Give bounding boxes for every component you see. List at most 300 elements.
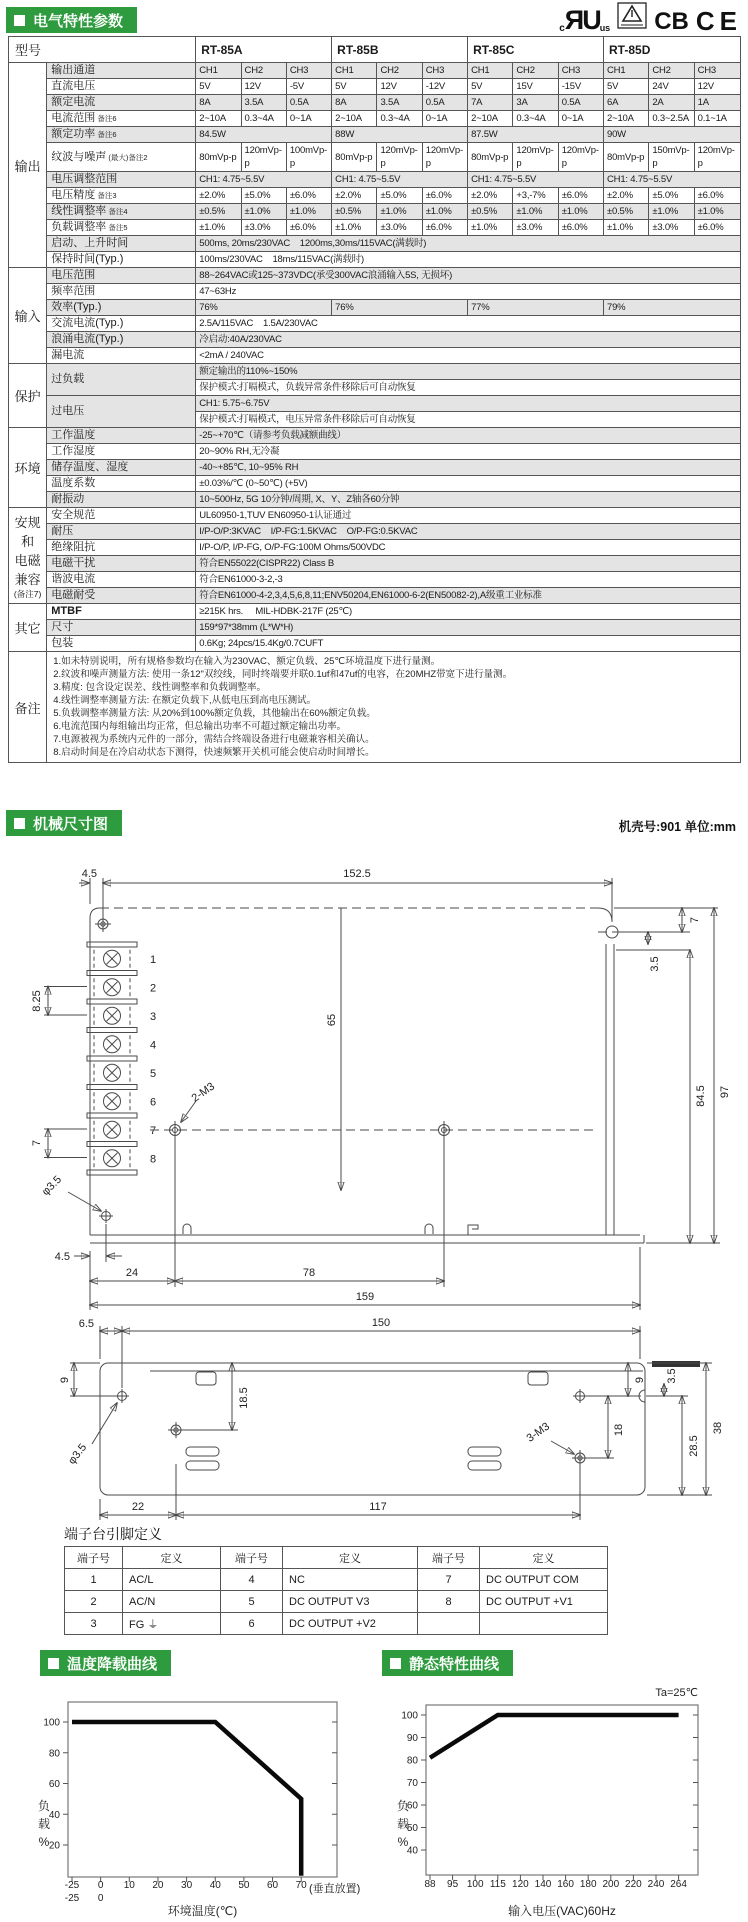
pin-definition: AC/L <box>123 1569 221 1591</box>
banner-square-icon <box>14 15 25 26</box>
x-tick-label: 264 <box>670 1879 687 1890</box>
spec-row <box>9 588 741 604</box>
spec-value: 159*97*38mm (L*W*H) <box>196 620 741 636</box>
spec-row <box>9 188 741 204</box>
pins-header-row <box>65 1547 608 1569</box>
section-banner-electrical <box>6 7 137 33</box>
x-tick-label: 115 <box>489 1879 506 1890</box>
y-tick-label: 100 <box>401 1710 418 1722</box>
spec-value: 0~1A <box>558 111 603 127</box>
model-name: RT-85A <box>196 37 332 63</box>
spec-value: CH2 <box>513 63 558 79</box>
spec-value: -25~+70℃（请参考负载减额曲线） <box>196 428 741 444</box>
top-view-drawing <box>31 868 731 1310</box>
spec-section-label <box>9 604 47 652</box>
certification-marks <box>559 2 742 34</box>
spec-value: CH1: 4.75~5.5V <box>468 172 604 188</box>
spec-value: CH2 <box>241 63 286 79</box>
section-title: 电气特性参数 <box>33 12 124 30</box>
pins-table-title: 端子台引脚定义 <box>64 1526 162 1542</box>
spec-value: ±1.0% <box>694 204 740 220</box>
x-tick-label: 120 <box>512 1879 529 1890</box>
spec-value: 120mVp-p <box>694 143 740 172</box>
spec-value: 5V <box>468 79 513 95</box>
row-label-text: 电压范围 <box>51 269 96 281</box>
spec-value: ±2.0% <box>604 188 649 204</box>
row-label-text: 输出通道 <box>51 64 96 76</box>
spec-value: 0.6Kg; 24pcs/15.4Kg/0.7CUFT <box>196 636 741 652</box>
spec-row <box>9 252 741 268</box>
banner-square-icon <box>48 1658 59 1669</box>
note-line: 5.负载调整率测量方法: 从20%到100%额定负载，其他输出在60%额定负载。 <box>53 708 376 719</box>
row-label-text: 负载调整率 <box>51 221 107 233</box>
spec-value: 符合EN55022(CISPR22) Class B <box>196 556 741 572</box>
x-tick-label: 140 <box>534 1879 552 1890</box>
spec-row-label <box>47 79 196 95</box>
spec-row <box>9 460 741 476</box>
cULus-mark <box>559 7 610 34</box>
spec-value: ±6.0% <box>558 220 603 236</box>
spec-value: 80mVp-p <box>468 143 513 172</box>
row-label-text: 纹波与噪声 <box>51 150 107 163</box>
spec-value: CH3 <box>558 63 603 79</box>
plot-area <box>426 1705 698 1875</box>
spec-row <box>9 428 741 444</box>
spec-value: ±1.0% <box>196 220 241 236</box>
spec-value: 2~10A <box>196 111 241 127</box>
section-title: 静态特性曲线 <box>409 1655 500 1673</box>
x-tick-label: 95 <box>447 1879 459 1890</box>
spec-value: +3,-7% <box>513 188 558 204</box>
spec-row-label <box>47 492 196 508</box>
row-label-note: 备注6 <box>95 130 117 139</box>
spec-value: 87.5W <box>468 127 604 143</box>
chart-annotation: (垂直放置) <box>309 1883 361 1895</box>
spec-value: ±0.5% <box>332 204 377 220</box>
spec-row <box>9 143 741 172</box>
spec-value: 0~1A <box>286 111 331 127</box>
spec-value: ±3.0% <box>513 220 558 236</box>
x-tick-label: 10 <box>123 1880 135 1891</box>
terminal-separator <box>87 971 137 976</box>
spec-value: ±6.0% <box>694 220 740 236</box>
spec-value: CH3 <box>694 63 740 79</box>
dim-label: 3-M3 <box>524 1420 552 1445</box>
spec-row-label <box>47 348 196 364</box>
spec-value: 80mVp-p <box>332 143 377 172</box>
spec-value: 0~1A <box>422 111 467 127</box>
note-line: 7.电源被视为系统内元件的一部分，需结合终端设备进行电磁兼容相关确认。 <box>53 734 375 745</box>
spec-value: ±3.0% <box>377 220 422 236</box>
spec-value: 150mVp-p <box>649 143 694 172</box>
chart-annotation: Ta=25℃ <box>655 1687 698 1699</box>
row-label-text: 额定功率 <box>51 128 96 140</box>
section-label-line: 输入 <box>14 309 41 324</box>
y-axis-label: % <box>38 1835 50 1849</box>
row-label-text: 电流范围 <box>51 112 96 124</box>
row-label-note: 备注5 <box>106 223 128 232</box>
spec-value: CH1 <box>332 63 377 79</box>
spec-row-label <box>47 444 196 460</box>
spec-value: CH3 <box>422 63 467 79</box>
pin-number: 2 <box>65 1591 123 1613</box>
spec-value: 7A <box>468 95 513 111</box>
spec-row-label <box>47 540 196 556</box>
dim-label: 65 <box>326 1013 338 1027</box>
spec-value: ±6.0% <box>422 220 467 236</box>
spec-row <box>9 620 741 636</box>
model-name: RT-85C <box>468 37 604 63</box>
spec-value: 80mVp-p <box>604 143 649 172</box>
section-label-line: 输出 <box>14 158 41 174</box>
spec-value: 120mVp-p <box>377 143 422 172</box>
x-tick-label-dup: 0 <box>97 1893 104 1904</box>
spec-value: ±1.0% <box>649 204 694 220</box>
row-label-note: 备注6 <box>95 114 117 123</box>
spec-value: 12V <box>694 79 740 95</box>
note-line: 2.纹波和噪声测量方法: 使用一条12"双绞线，同时终端要并联0.1uf和47uf的电容，在20MHZ带宽下进行量测。 <box>53 669 513 680</box>
spec-row-label <box>47 460 196 476</box>
row-label-note: 备注4 <box>106 207 128 216</box>
terminal-number: 6 <box>150 1096 157 1109</box>
spec-table-body <box>9 63 741 763</box>
spec-value: 100ms/230VAC 18ms/115VAC(满载时) <box>196 252 741 268</box>
spec-value: 10~500Hz, 5G 10分钟/周期, X、Y、Z轴各60分钟 <box>196 492 741 508</box>
spec-value: ±2.0% <box>196 188 241 204</box>
y-axis-label: 载 <box>396 1817 410 1831</box>
y-tick-label: 40 <box>48 1809 60 1821</box>
spec-value: 1A <box>694 95 740 111</box>
row-label-text: 额定电流 <box>51 96 96 108</box>
spec-row-label <box>47 127 196 143</box>
dim-label: 3.5 <box>666 1368 678 1384</box>
model-name: RT-85B <box>332 37 468 63</box>
x-tick-label: 60 <box>266 1880 279 1891</box>
spec-value: 90W <box>604 127 741 143</box>
spec-value: 2.5A/115VAC 1.5A/230VAC <box>196 316 741 332</box>
pin-number: 8 <box>418 1591 480 1613</box>
note-line: 4.线性调整率测量方法: 在额定负载下,从低电压到高电压测试。 <box>53 695 317 706</box>
pin-definition: DC OUTPUT V3 <box>283 1591 418 1613</box>
spec-value: 20~90% RH,无冷凝 <box>196 444 741 460</box>
spec-value: ±6.0% <box>286 220 331 236</box>
dim-label: 18 <box>613 1423 625 1437</box>
dim-label: 6.5 <box>78 1318 94 1330</box>
terminal-number: 8 <box>150 1153 157 1166</box>
pin-number <box>418 1613 480 1635</box>
x-tick-label-dup: -25 <box>64 1893 80 1904</box>
spec-value: 76% <box>196 300 332 316</box>
spec-row-label <box>47 252 196 268</box>
y-tick-label: 20 <box>48 1840 60 1852</box>
dim-label: 4.5 <box>81 868 97 880</box>
spec-row-label <box>47 300 196 316</box>
spec-row <box>9 268 741 284</box>
spec-value: 80mVp-p <box>196 143 241 172</box>
spec-value: ±1.0% <box>558 204 603 220</box>
spec-value: ±6.0% <box>422 188 467 204</box>
spec-value: ±1.0% <box>604 220 649 236</box>
terminal-separator <box>87 1170 137 1175</box>
x-tick-label: 220 <box>625 1879 642 1890</box>
pins-header-cell: 端子号 <box>65 1547 123 1569</box>
spec-row-label <box>47 428 196 444</box>
spec-value: 0.3~4A <box>241 111 286 127</box>
spec-row-label <box>47 332 196 348</box>
x-tick-label: 100 <box>466 1879 484 1890</box>
spec-value: CH1 <box>468 63 513 79</box>
y-axis-label: 负 <box>396 1799 410 1813</box>
row-label-text: 工作湿度 <box>51 445 96 457</box>
spec-table <box>8 36 741 763</box>
pins-header-cell: 定义 <box>283 1547 418 1569</box>
dim-label: 150 <box>371 1317 391 1329</box>
note-line: 3.精度: 包含设定误差、线性调整率和负载调整率。 <box>53 682 266 693</box>
row-label-text: 电压精度 <box>51 189 96 201</box>
banner-square-icon <box>14 818 25 829</box>
pins-header-cell: 定义 <box>480 1547 608 1569</box>
spec-row <box>9 111 741 127</box>
spec-value: ±3.0% <box>649 220 694 236</box>
spec-row <box>9 492 741 508</box>
section-label-line: 备注 <box>14 700 41 716</box>
spec-row <box>9 172 741 188</box>
spec-value: CH1: 4.75~5.5V <box>196 172 332 188</box>
terminal-separator <box>87 999 137 1004</box>
pin-definition: DC OUTPUT +V2 <box>283 1613 418 1635</box>
pin-number: 5 <box>221 1591 283 1613</box>
ul-suffix: us <box>599 23 611 33</box>
spec-value: 120mVp-p <box>241 143 286 172</box>
x-tick-label: 160 <box>557 1879 574 1890</box>
spec-value: 77% <box>468 300 604 316</box>
spec-row-label <box>47 476 196 492</box>
spec-value: ±1.0% <box>332 220 377 236</box>
spec-row-label <box>47 556 196 572</box>
spec-row-label <box>47 284 196 300</box>
spec-value: ±2.0% <box>332 188 377 204</box>
dim-label: 9 <box>59 1376 71 1384</box>
spec-notes-cell <box>47 652 741 763</box>
pin-definition: NC <box>283 1569 418 1591</box>
spec-row-label <box>47 588 196 604</box>
spec-value: 符合EN61000-4-2,3,4,5,6,8,11;ENV50204,EN61000-6-2(EN50082-2),A级重工业标准 <box>196 588 741 604</box>
spec-row <box>9 63 741 79</box>
spec-row-label <box>47 63 196 79</box>
spec-value: 额定输出的110%~150% <box>196 364 741 380</box>
row-label-text: 漏电流 <box>51 349 85 361</box>
spec-section-label <box>9 508 47 604</box>
spec-value: 0.1~1A <box>694 111 740 127</box>
pins-header-cell: 端子号 <box>221 1547 283 1569</box>
section-label-line: 安规 <box>14 514 41 530</box>
row-label-text: 电压调整范围 <box>51 173 118 185</box>
spec-value: 保护模式:打嗝模式，电压异常条件移除后可自动恢复 <box>196 412 741 428</box>
dim-label: 117 <box>369 1501 387 1513</box>
spec-row <box>9 95 741 111</box>
row-label-text: 绝缘阻抗 <box>51 541 96 553</box>
pins-header-cell: 定义 <box>123 1547 221 1569</box>
spec-value: ±1.0% <box>422 204 467 220</box>
spec-row-label <box>47 636 196 652</box>
x-tick-label: -25 <box>64 1880 80 1891</box>
x-tick-label: 20 <box>152 1880 164 1891</box>
row-label-text: 温度系数 <box>51 477 96 489</box>
cb-mark: CB <box>654 8 689 35</box>
spec-row-label <box>47 604 196 620</box>
ul-core: ЯU <box>564 5 600 35</box>
x-tick-label: 30 <box>181 1880 193 1891</box>
dim-label: 8.25 <box>31 990 43 1012</box>
row-label-text: 保持时间(Typ.) <box>51 253 124 265</box>
terminal-strip <box>87 942 156 1175</box>
spec-value: 5V <box>604 79 649 95</box>
section-banner-derating <box>40 1650 171 1676</box>
pin-definition: AC/N <box>123 1591 221 1613</box>
row-label-text: MTBF <box>51 605 82 617</box>
row-label-text: 交流电流(Typ.) <box>51 317 124 329</box>
y-tick-label: 80 <box>406 1755 418 1767</box>
spec-value: ±1.0% <box>241 204 286 220</box>
pin-number: 3 <box>65 1613 123 1635</box>
spec-row <box>9 316 741 332</box>
spec-value: 0.5A <box>558 95 603 111</box>
row-label-text: 耐振动 <box>51 493 85 505</box>
spec-row <box>9 127 741 143</box>
row-label-note: 备注3 <box>95 191 117 200</box>
spec-value: 100mVp-p <box>286 143 331 172</box>
terminal-separator <box>87 1113 137 1118</box>
dim-label: 78 <box>302 1267 316 1279</box>
spec-value: 8A <box>196 95 241 111</box>
spec-row <box>9 476 741 492</box>
section-label-line: 环境 <box>14 461 41 476</box>
spec-value: 500ms, 20ms/230VAC 1200ms,30ms/115VAC(满载时) <box>196 236 741 252</box>
y-tick-label: 100 <box>43 1717 60 1729</box>
y-tick-label: 80 <box>48 1748 60 1760</box>
x-tick-label: 0 <box>97 1880 104 1891</box>
section-label-line: 和 <box>21 533 35 549</box>
spec-row <box>9 556 741 572</box>
terminal-number: 4 <box>150 1039 157 1052</box>
row-label-text: 耐压 <box>51 525 74 537</box>
spec-value: CH1: 4.75~5.5V <box>604 172 741 188</box>
dim-label: φ3.5 <box>66 1441 90 1467</box>
spec-value: 12V <box>377 79 422 95</box>
pins-row <box>65 1569 608 1591</box>
spec-row <box>9 348 741 364</box>
terminal-number: 1 <box>150 953 157 966</box>
spec-row-label <box>47 143 196 172</box>
pin-definition: FG ⏚ <box>123 1613 221 1635</box>
terminal-separator <box>87 942 137 947</box>
spec-row-label <box>47 204 196 220</box>
spec-value: <2mA / 240VAC <box>196 348 741 364</box>
ul-prefix: c <box>559 23 565 34</box>
pins-row <box>65 1591 608 1613</box>
spec-section-label <box>9 364 47 428</box>
spec-value: -5V <box>286 79 331 95</box>
x-tick-label: 180 <box>579 1879 597 1890</box>
ce-mark: CE <box>695 6 742 36</box>
x-tick-label: 40 <box>209 1880 221 1891</box>
section-title: 机械尺寸图 <box>33 815 109 833</box>
spec-value: UL60950-1,TUV EN60950-1认证通过 <box>196 508 741 524</box>
spec-row <box>9 204 741 220</box>
x-tick-label: 88 <box>424 1879 436 1890</box>
dim-label: φ3.5 <box>39 1173 65 1199</box>
spec-value: 0.5A <box>422 95 467 111</box>
spec-value: 84.5W <box>196 127 332 143</box>
spec-row-label <box>47 268 196 284</box>
row-label-text: 线性调整率 <box>51 205 107 217</box>
spec-value: 5V <box>332 79 377 95</box>
spec-value: CH1 <box>604 63 649 79</box>
spec-value: ±3.0% <box>241 220 286 236</box>
section-label-line: 保护 <box>14 389 41 404</box>
spec-row <box>9 284 741 300</box>
dim-label: 9 <box>634 1376 646 1384</box>
dim-label: 22 <box>131 1501 145 1513</box>
spec-value: CH1: 5.75~6.75V <box>196 396 741 412</box>
spec-section-label <box>9 428 47 508</box>
pin-number: 7 <box>418 1569 480 1591</box>
spec-row-label <box>47 572 196 588</box>
spec-value: CH2 <box>649 63 694 79</box>
data-series-line <box>430 1715 679 1758</box>
pins-header-cell: 端子号 <box>418 1547 480 1569</box>
x-tick-label: 200 <box>602 1879 620 1890</box>
spec-row-label <box>47 172 196 188</box>
dim-label: 38 <box>712 1421 724 1435</box>
note-line: 6.电流范围内每组输出均正常，但总输出功率不可超过额定输出功率。 <box>53 721 347 732</box>
dim-label: 18.5 <box>238 1387 250 1409</box>
spec-value: 8A <box>332 95 377 111</box>
y-tick-label: 40 <box>406 1845 418 1857</box>
spec-value: ±5.0% <box>649 188 694 204</box>
pins-table <box>64 1546 608 1635</box>
y-tick-label: 90 <box>406 1733 418 1744</box>
spec-value: ±1.0% <box>468 220 513 236</box>
spec-value: ±6.0% <box>286 188 331 204</box>
pin-number: 1 <box>65 1569 123 1591</box>
row-label-text: 浪涌电流(Typ.) <box>51 333 124 345</box>
spec-value: CH3 <box>286 63 331 79</box>
pin-number: 4 <box>221 1569 283 1591</box>
spec-value: 2A <box>649 95 694 111</box>
section-label-line: 其它 <box>14 621 41 636</box>
spec-row <box>9 444 741 460</box>
terminal-number: 3 <box>150 1010 157 1023</box>
spec-value: CH1: 4.75~5.5V <box>332 172 468 188</box>
spec-row <box>9 508 741 524</box>
spec-row <box>9 364 741 380</box>
terminal-separator <box>87 1028 137 1033</box>
mechanical-drawing <box>0 858 748 1520</box>
spec-row <box>9 636 741 652</box>
section-banner-mechanical <box>6 810 122 836</box>
spec-value: 冷启动:40A/230VAC <box>196 332 741 348</box>
spec-value: ±1.0% <box>286 204 331 220</box>
spec-value: ±0.5% <box>604 204 649 220</box>
spec-header-row <box>9 37 741 63</box>
side-view-drawing <box>59 1317 724 1520</box>
dim-label: 28.5 <box>688 1435 700 1457</box>
spec-value: 120mVp-p <box>558 143 603 172</box>
spec-row-label <box>47 111 196 127</box>
row-label-text: 频率范围 <box>51 285 96 297</box>
x-axis-label: 输入电压(VAC)60Hz <box>508 1904 616 1918</box>
